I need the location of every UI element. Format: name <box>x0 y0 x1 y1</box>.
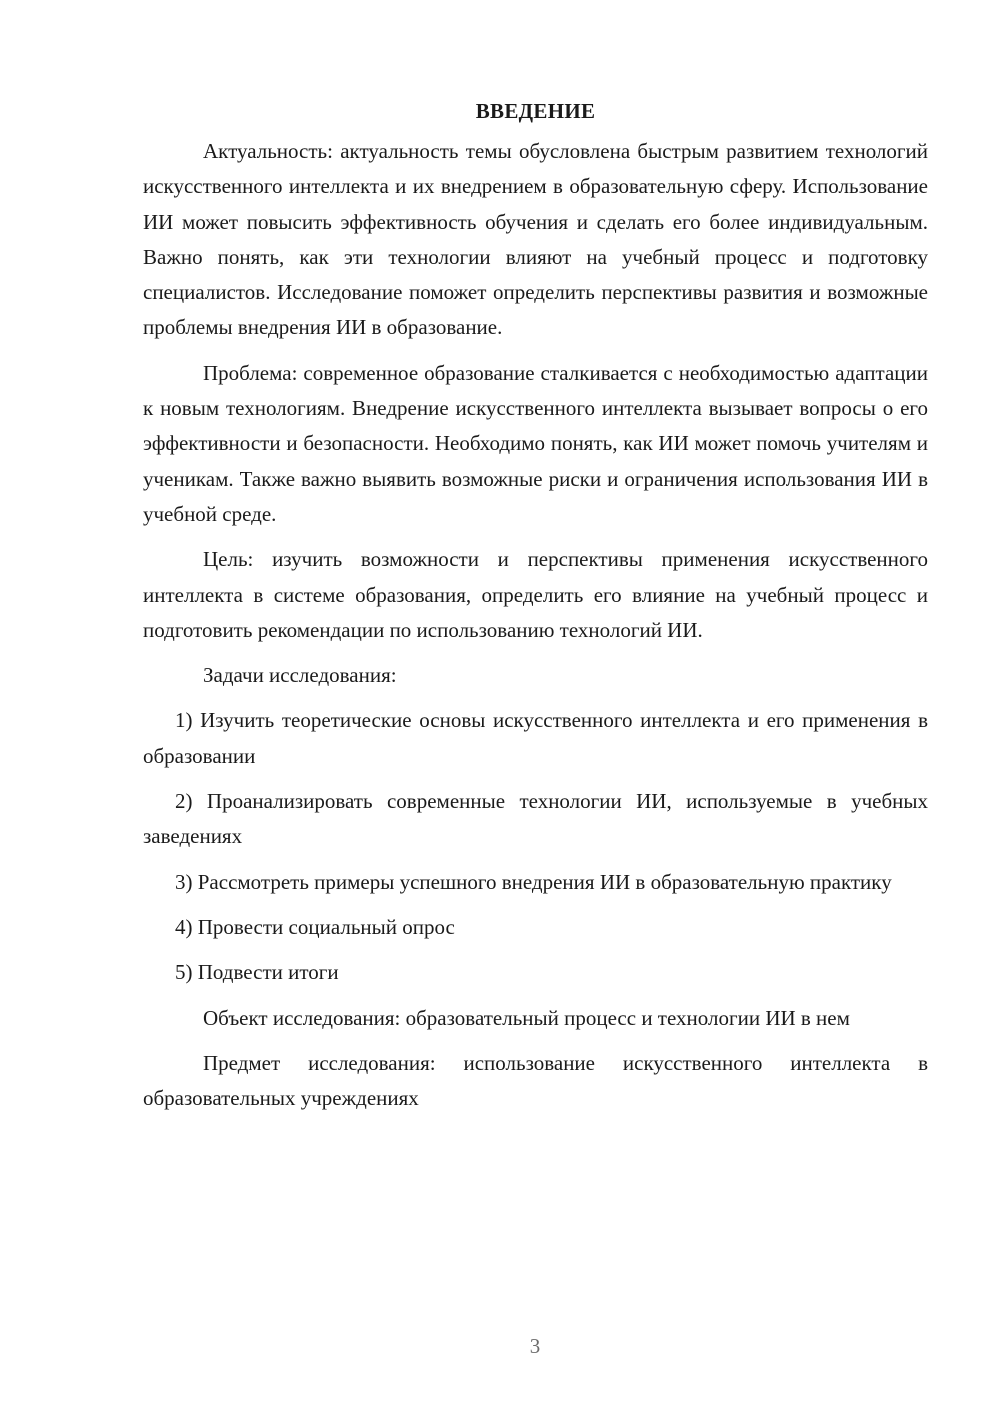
document-page <box>143 96 928 1126</box>
object-paragraph: Объект исследования: образовательный процесс и технологии ИИ в нем <box>203 1005 850 1030</box>
list-item: 2) Проанализировать современные технологии ИИ, используемые в учебных заведениях <box>143 789 928 849</box>
list-item: 1) Изучить теоретические основы искусственного интеллекта и его применения в образовании <box>143 708 928 768</box>
subject-paragraph: Предмет исследования: использование искусственного интеллекта в образовательных учреждениях <box>143 1050 928 1111</box>
list-item: 4) Провести социальный опрос <box>175 914 455 939</box>
tasks-title: Задачи исследования: <box>203 663 397 688</box>
page-title: ВВЕДЕНИЕ <box>475 99 596 123</box>
goal-paragraph: Цель: изучить возможности и перспективы применения искусственного интеллекта в системе образования, определить его влияние на учебный процесс и подготовить рекомендации по использованию технологий ИИ. <box>143 547 928 642</box>
list-item: 3) Рассмотреть примеры успешного внедрения ИИ в образовательную практику <box>175 869 892 894</box>
problem-paragraph: Проблема: современное образование сталкивается с необходимостью адаптации к новым технологиям. Внедрение искусственного интеллекта вызывает вопросы о его эффективности и безопасности. Необходимо понять, как ИИ может помочь учителям и ученикам. Также важно выявить возможные риски и ограничения использования ИИ в учебной среде. <box>143 360 928 526</box>
list-item: 5) Подвести итоги <box>175 960 339 985</box>
page-number: 3 <box>529 1334 541 1358</box>
tasks-list <box>143 703 928 990</box>
relevance-paragraph: Актуальность: актуальность темы обусловлена быстрым развитием технологий искусственного интеллекта и их внедрением в образовательную сферу. Использование ИИ может повысить эффективность обучения и сделать его более индивидуальным. Важно понять, как эти технологии влияют на учебный процесс и подготовку специалистов. Исследование поможет определить перспективы развития и возможные проблемы внедрения ИИ в образование. <box>143 139 928 340</box>
